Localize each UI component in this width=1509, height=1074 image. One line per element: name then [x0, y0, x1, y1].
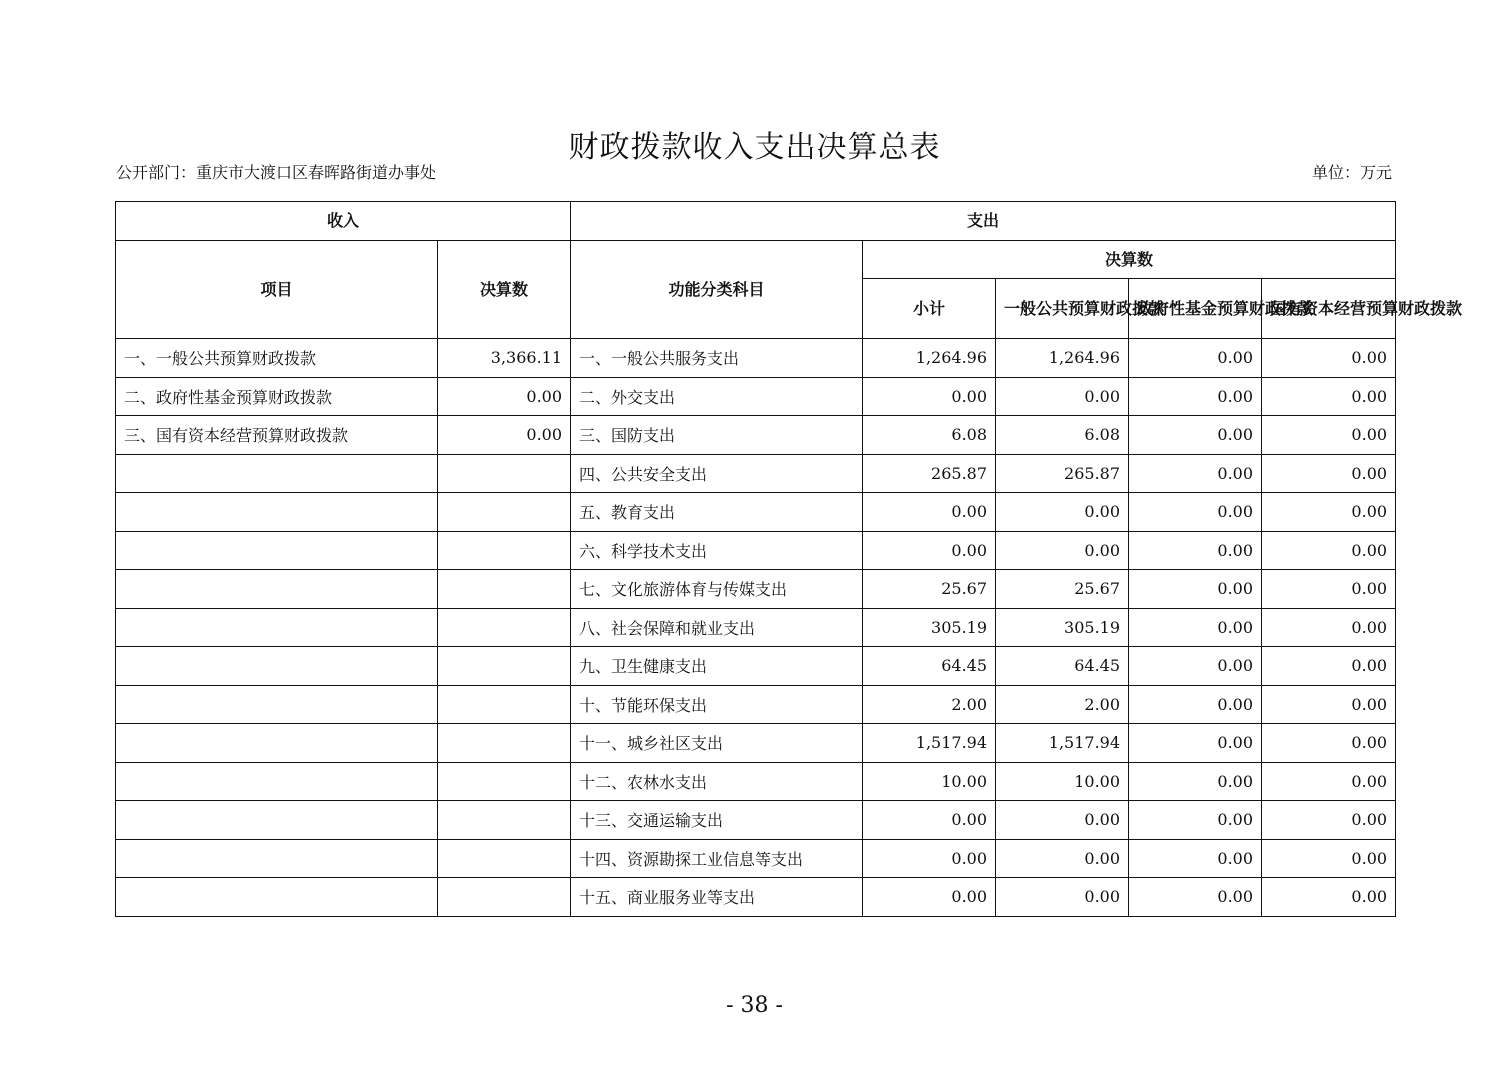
state-capital-cell: 0.00 [1262, 531, 1396, 570]
category-cell: 十三、交通运输支出 [571, 801, 863, 840]
subtotal-cell: 0.00 [863, 493, 996, 532]
income-item-cell [116, 878, 438, 917]
department-label: 公开部门：重庆市大渡口区春晖路街道办事处 [116, 163, 437, 182]
general-budget-cell: 1,517.94 [996, 724, 1129, 763]
income-item-cell [116, 724, 438, 763]
general-budget-cell: 25.67 [996, 570, 1129, 609]
income-item-cell [116, 570, 438, 609]
subtotal-cell: 0.00 [863, 878, 996, 917]
header-subtotal: 小计 [863, 279, 996, 339]
general-budget-cell: 0.00 [996, 839, 1129, 878]
general-budget-cell: 0.00 [996, 531, 1129, 570]
category-cell: 十二、农林水支出 [571, 762, 863, 801]
gov-fund-cell: 0.00 [1129, 878, 1262, 917]
income-amount-cell [438, 724, 571, 763]
income-item-cell [116, 839, 438, 878]
state-capital-cell: 0.00 [1262, 762, 1396, 801]
general-budget-cell: 265.87 [996, 454, 1129, 493]
income-item-cell [116, 531, 438, 570]
state-capital-cell: 0.00 [1262, 801, 1396, 840]
general-budget-cell: 64.45 [996, 647, 1129, 686]
gov-fund-cell: 0.00 [1129, 416, 1262, 455]
subtotal-cell: 0.00 [863, 377, 996, 416]
income-amount-cell [438, 878, 571, 917]
general-budget-cell: 1,264.96 [996, 339, 1129, 378]
subtotal-cell: 10.00 [863, 762, 996, 801]
income-amount-cell [438, 647, 571, 686]
income-amount-cell [438, 493, 571, 532]
general-budget-cell: 0.00 [996, 878, 1129, 917]
category-cell: 十一、城乡社区支出 [571, 724, 863, 763]
header-gov-fund: 政府性基金预算财政拨款 [1129, 279, 1262, 339]
category-cell: 四、公共安全支出 [571, 454, 863, 493]
gov-fund-cell: 0.00 [1129, 801, 1262, 840]
state-capital-cell: 0.00 [1262, 724, 1396, 763]
category-cell: 六、科学技术支出 [571, 531, 863, 570]
table-row [116, 647, 1396, 686]
table-row [116, 377, 1396, 416]
subtotal-cell: 6.08 [863, 416, 996, 455]
income-item-cell [116, 608, 438, 647]
table-row [116, 416, 1396, 455]
subtotal-cell: 265.87 [863, 454, 996, 493]
header-expense: 支出 [571, 202, 1396, 241]
header-state-capital: 国有资本经营预算财政拨款 [1262, 279, 1396, 339]
subtotal-cell: 0.00 [863, 531, 996, 570]
income-amount-cell [438, 531, 571, 570]
gov-fund-cell: 0.00 [1129, 647, 1262, 686]
state-capital-cell: 0.00 [1262, 839, 1396, 878]
page-title: 财政拨款收入支出决算总表 [568, 130, 941, 165]
table-row [116, 531, 1396, 570]
income-amount-cell [438, 685, 571, 724]
state-capital-cell: 0.00 [1262, 570, 1396, 609]
gov-fund-cell: 0.00 [1129, 493, 1262, 532]
subtotal-cell: 1,264.96 [863, 339, 996, 378]
table-row [116, 493, 1396, 532]
subtotal-cell: 305.19 [863, 608, 996, 647]
table-row [116, 839, 1396, 878]
gov-fund-cell: 0.00 [1129, 685, 1262, 724]
table-row [116, 878, 1396, 917]
category-cell: 八、社会保障和就业支出 [571, 608, 863, 647]
income-amount-cell [438, 801, 571, 840]
gov-fund-cell: 0.00 [1129, 762, 1262, 801]
gov-fund-cell: 0.00 [1129, 377, 1262, 416]
general-budget-cell: 305.19 [996, 608, 1129, 647]
state-capital-cell: 0.00 [1262, 454, 1396, 493]
category-cell: 九、卫生健康支出 [571, 647, 863, 686]
category-cell: 五、教育支出 [571, 493, 863, 532]
header-final-amount: 决算数 [863, 241, 1396, 279]
gov-fund-cell: 0.00 [1129, 608, 1262, 647]
income-amount-cell [438, 570, 571, 609]
subtotal-cell: 25.67 [863, 570, 996, 609]
category-cell: 十四、资源勘探工业信息等支出 [571, 839, 863, 878]
general-budget-cell: 6.08 [996, 416, 1129, 455]
income-item-cell [116, 454, 438, 493]
gov-fund-cell: 0.00 [1129, 570, 1262, 609]
table-row [116, 685, 1396, 724]
gov-fund-cell: 0.00 [1129, 839, 1262, 878]
gov-fund-cell: 0.00 [1129, 531, 1262, 570]
income-item-cell [116, 493, 438, 532]
income-amount-cell [438, 839, 571, 878]
income-item-cell: 二、政府性基金预算财政拨款 [116, 377, 438, 416]
table-row [116, 762, 1396, 801]
header-function-category: 功能分类科目 [571, 241, 863, 339]
category-cell: 十五、商业服务业等支出 [571, 878, 863, 917]
table-row [116, 570, 1396, 609]
general-budget-cell: 0.00 [996, 801, 1129, 840]
state-capital-cell: 0.00 [1262, 878, 1396, 917]
gov-fund-cell: 0.00 [1129, 339, 1262, 378]
category-cell: 七、文化旅游体育与传媒支出 [571, 570, 863, 609]
gov-fund-cell: 0.00 [1129, 724, 1262, 763]
income-item-cell [116, 801, 438, 840]
state-capital-cell: 0.00 [1262, 339, 1396, 378]
page-number: - 38 - [726, 993, 783, 1018]
category-cell: 十、节能环保支出 [571, 685, 863, 724]
gov-fund-cell: 0.00 [1129, 454, 1262, 493]
income-item-cell [116, 762, 438, 801]
table-body [116, 339, 1396, 917]
general-budget-cell: 0.00 [996, 493, 1129, 532]
unit-label: 单位：万元 [1311, 163, 1392, 182]
category-cell: 一、一般公共服务支出 [571, 339, 863, 378]
table-row [116, 339, 1396, 378]
header-general-budget: 一般公共预算财政拨款 [996, 279, 1129, 339]
budget-table [115, 201, 1463, 917]
category-cell: 二、外交支出 [571, 377, 863, 416]
subtotal-cell: 1,517.94 [863, 724, 996, 763]
table-row [116, 724, 1396, 763]
income-item-cell [116, 647, 438, 686]
state-capital-cell: 0.00 [1262, 493, 1396, 532]
income-item-cell [116, 685, 438, 724]
table-row [116, 608, 1396, 647]
subtotal-cell: 0.00 [863, 839, 996, 878]
state-capital-cell: 0.00 [1262, 377, 1396, 416]
subtotal-cell: 0.00 [863, 801, 996, 840]
header-amount: 决算数 [438, 241, 571, 339]
income-amount-cell [438, 454, 571, 493]
subtotal-cell: 64.45 [863, 647, 996, 686]
header-item: 项目 [116, 241, 438, 339]
header-income: 收入 [116, 202, 571, 241]
income-amount-cell [438, 762, 571, 801]
state-capital-cell: 0.00 [1262, 416, 1396, 455]
income-amount-cell: 0.00 [438, 377, 571, 416]
income-item-cell: 一、一般公共预算财政拨款 [116, 339, 438, 378]
table-row [116, 454, 1396, 493]
general-budget-cell: 10.00 [996, 762, 1129, 801]
state-capital-cell: 0.00 [1262, 608, 1396, 647]
income-amount-cell [438, 608, 571, 647]
income-amount-cell: 3,366.11 [438, 339, 571, 378]
category-cell: 三、国防支出 [571, 416, 863, 455]
state-capital-cell: 0.00 [1262, 685, 1396, 724]
income-amount-cell: 0.00 [438, 416, 571, 455]
general-budget-cell: 2.00 [996, 685, 1129, 724]
income-item-cell: 三、国有资本经营预算财政拨款 [116, 416, 438, 455]
general-budget-cell: 0.00 [996, 377, 1129, 416]
state-capital-cell: 0.00 [1262, 647, 1396, 686]
table-row [116, 801, 1396, 840]
subtotal-cell: 2.00 [863, 685, 996, 724]
